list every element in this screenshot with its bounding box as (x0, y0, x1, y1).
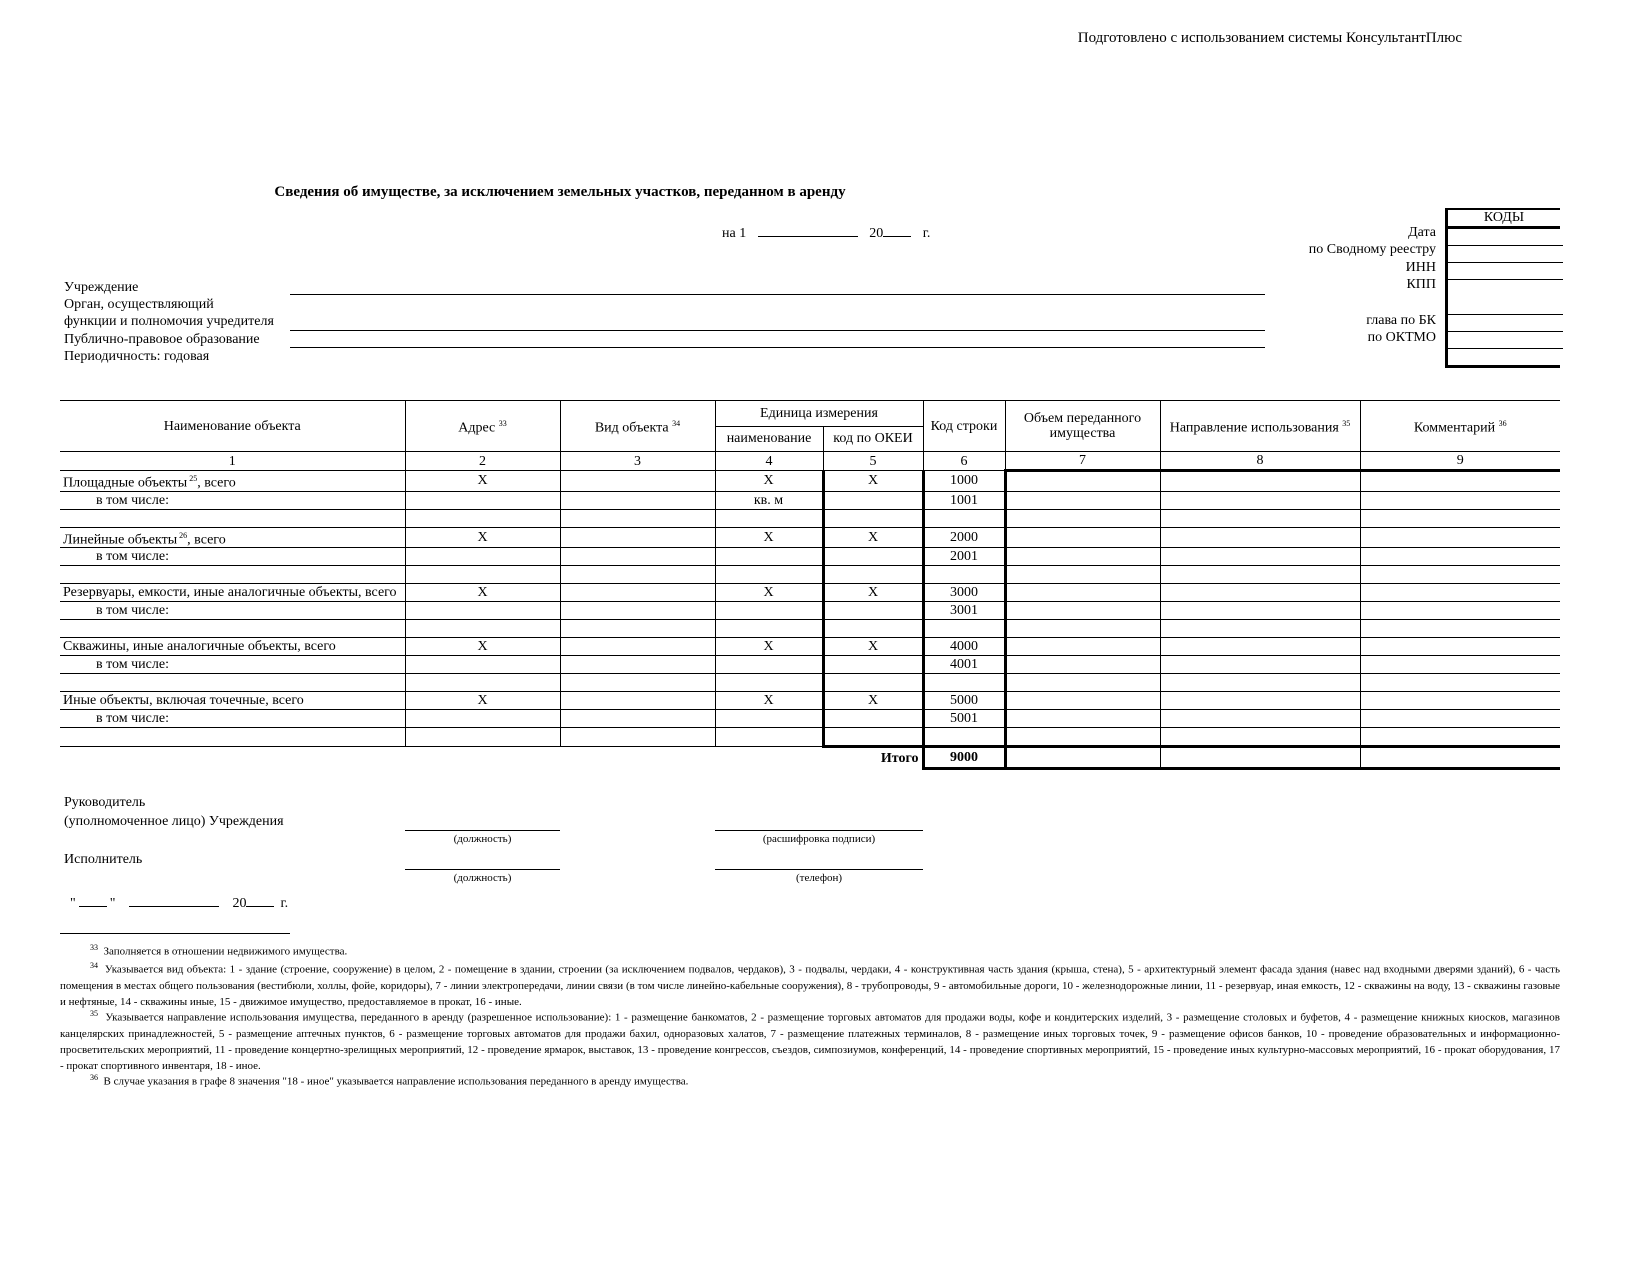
table-row (60, 620, 1560, 638)
kind-cell[interactable] (560, 491, 715, 509)
direction-cell[interactable] (1160, 584, 1360, 602)
header-kind: Вид объекта $^{34}$ (560, 401, 715, 452)
header-unit-name: наименование (715, 426, 823, 452)
periodicity-label: Периодичность: годовая (64, 349, 210, 364)
footnote-34: $^{34}$ Указывается вид объекта: 1 - здание (строение, сооружение) в целом, 2 - помещение в здании, строении (за исключением подвалов, чердаков), 3 - подвалы, чердаки, 4 - конструктивная часть здания (крыша, стена), 5 - архитектурный элемент фасада здания (навес над входными дверями зданий), 6 - часть помещения в местах общего пользования (вестибюли, холлы, фойе, коридоры), 7 - линии электропередачи, линии связи (в том числе линейно-кабельные сооружения), 8 - трубопроводы, 9 - автомобильные дороги, 10 - железнодорожные линии, 11 - резервуар, иная емкость, 12 - скважины на воду, 13 - скважины газовые и нефтяные, 14 - скважины иные, 15 - движимое имущество, предоставляемое в прокат, 16 - иные. (60, 961, 1560, 1008)
col-number: 5 (823, 452, 923, 471)
sign-year-suffix: г. (280, 896, 289, 911)
unit-name-cell[interactable] (715, 656, 823, 674)
address-cell: X (405, 471, 560, 492)
direction-cell[interactable] (1160, 656, 1360, 674)
oktmo-cell[interactable] (1448, 332, 1563, 349)
volume-cell[interactable] (1005, 638, 1160, 656)
address-cell: X (405, 584, 560, 602)
unit-name-cell[interactable] (715, 710, 823, 728)
row-code-cell: 1001 (923, 491, 1005, 509)
comment-cell[interactable] (1360, 656, 1560, 674)
unit-name-cell[interactable] (715, 602, 823, 620)
col-number: 8 (1160, 452, 1360, 471)
object-name: Линейные объекты $^{26}$, всего (60, 527, 405, 548)
direction-cell[interactable] (1160, 491, 1360, 509)
inn-cell[interactable] (1448, 263, 1563, 280)
institution-label: Учреждение (64, 280, 139, 295)
address-cell: X (405, 638, 560, 656)
total-volume[interactable] (1005, 747, 1160, 769)
sign-month-field[interactable] (129, 892, 219, 907)
executor-phone-field[interactable] (715, 869, 923, 870)
column-numbers-row (60, 452, 1560, 471)
public-entity-field[interactable] (290, 347, 1265, 348)
comment-cell[interactable] (1360, 491, 1560, 509)
kind-cell[interactable] (560, 602, 715, 620)
direction-cell[interactable] (1160, 471, 1360, 492)
row-code-cell: 1000 (923, 471, 1005, 492)
direction-cell[interactable] (1160, 548, 1360, 566)
unit-name-cell[interactable] (715, 509, 823, 527)
registry-code-cell[interactable] (1448, 246, 1563, 263)
unit-okei-cell[interactable] (823, 674, 923, 692)
table-row (60, 471, 1560, 492)
table-row (60, 638, 1560, 656)
object-name: Площадные объекты $^{25}$, всего (60, 471, 405, 492)
unit-okei-cell: X (823, 692, 923, 710)
comment-cell[interactable] (1360, 548, 1560, 566)
executor-phone-caption: (телефон) (795, 872, 843, 884)
sign-date-line (70, 892, 288, 912)
institution-field[interactable] (290, 294, 1265, 295)
volume-cell[interactable] (1005, 656, 1160, 674)
address-cell[interactable] (405, 548, 560, 566)
bk-label: глава по БК (1366, 313, 1436, 328)
registry-code-label: по Сводному реестру (1308, 242, 1436, 257)
volume-cell[interactable] (1005, 491, 1160, 509)
oktmo-label: по ОКТМО (1367, 330, 1436, 345)
unit-okei-cell[interactable] (823, 566, 923, 584)
report-date-line (722, 222, 930, 242)
unit-okei-cell: X (823, 471, 923, 492)
header-unit: Единица измерения (715, 401, 923, 427)
header-comment: Комментарий $^{36}$ (1360, 401, 1560, 452)
sign-day-field[interactable] (79, 892, 107, 907)
comment-cell[interactable] (1360, 728, 1560, 747)
kind-cell[interactable] (560, 620, 715, 638)
kpp-label: КПП (1406, 277, 1436, 292)
unit-okei-cell[interactable] (823, 602, 923, 620)
unit-name-cell: X (715, 692, 823, 710)
public-entity-label: Публично-правовое образование (64, 332, 260, 347)
volume-cell[interactable] (1005, 620, 1160, 638)
row-code-cell: 3000 (923, 584, 1005, 602)
row-code-cell[interactable] (923, 728, 1005, 747)
total-label: Итого (880, 750, 919, 766)
unit-okei-cell[interactable] (823, 710, 923, 728)
quote-close: " (109, 896, 116, 911)
kind-cell[interactable] (560, 509, 715, 527)
kind-cell[interactable] (560, 638, 715, 656)
unit-okei-cell: X (823, 527, 923, 548)
volume-cell[interactable] (1005, 566, 1160, 584)
address-cell: X (405, 527, 560, 548)
unit-okei-cell[interactable] (823, 656, 923, 674)
address-cell[interactable] (405, 602, 560, 620)
head-label-2: (уполномоченное лицо) Учреждения (64, 814, 284, 829)
direction-cell[interactable] (1160, 527, 1360, 548)
address-cell: X (405, 692, 560, 710)
row-code-cell: 5000 (923, 692, 1005, 710)
row-code-cell: 4001 (923, 656, 1005, 674)
row-code-cell[interactable] (923, 674, 1005, 692)
head-signature-field[interactable] (715, 830, 923, 831)
kind-cell[interactable] (560, 527, 715, 548)
inn-label: ИНН (1405, 260, 1436, 275)
address-cell[interactable] (405, 728, 560, 747)
unit-name-cell: X (715, 471, 823, 492)
unit-name-cell[interactable] (715, 548, 823, 566)
header-direction: Направление использования $^{35}$ (1160, 401, 1360, 452)
direction-cell[interactable] (1160, 674, 1360, 692)
footnote-separator (60, 933, 290, 934)
codes-box (1445, 208, 1560, 368)
table-row (60, 656, 1560, 674)
row-code-cell: 2001 (923, 548, 1005, 566)
unit-name-cell[interactable] (715, 674, 823, 692)
table-row (60, 692, 1560, 710)
comment-cell[interactable] (1360, 692, 1560, 710)
comment-cell[interactable] (1360, 602, 1560, 620)
table-row (60, 527, 1560, 548)
table-body (60, 471, 1560, 769)
table-row (60, 491, 1560, 509)
volume-cell[interactable] (1005, 584, 1160, 602)
header-name: Наименование объекта (60, 401, 405, 452)
header-address: Адрес $^{33}$ (405, 401, 560, 452)
total-row (60, 747, 1560, 769)
unit-name-cell[interactable] (715, 566, 823, 584)
unit-name-cell: X (715, 638, 823, 656)
unit-name-cell: кв. м (715, 491, 823, 509)
kind-cell[interactable] (560, 674, 715, 692)
organ-field[interactable] (290, 330, 1265, 331)
direction-cell[interactable] (1160, 509, 1360, 527)
kind-cell[interactable] (560, 584, 715, 602)
kind-cell[interactable] (560, 710, 715, 728)
property-table (60, 400, 1560, 770)
direction-cell[interactable] (1160, 602, 1360, 620)
executor-label: Исполнитель (64, 852, 143, 867)
row-code-cell[interactable] (923, 620, 1005, 638)
date-code-cell[interactable] (1448, 229, 1563, 246)
head-label-1: Руководитель (64, 795, 146, 810)
table-row (60, 674, 1560, 692)
address-cell[interactable] (405, 674, 560, 692)
total-code: 9000 (923, 747, 1005, 769)
including-label: в том числе: (60, 548, 405, 566)
comment-cell[interactable] (1360, 710, 1560, 728)
col-number: 1 (60, 452, 405, 471)
col-number: 3 (560, 452, 715, 471)
executor-position-field[interactable] (405, 869, 560, 870)
header-unit-okei: код по ОКЕИ (823, 426, 923, 452)
direction-cell[interactable] (1160, 620, 1360, 638)
head-position-field[interactable] (405, 830, 560, 831)
direction-cell[interactable] (1160, 692, 1360, 710)
table-row (60, 509, 1560, 527)
unit-okei-cell[interactable] (823, 491, 923, 509)
row-code-cell[interactable] (923, 509, 1005, 527)
object-name: Резервуары, емкости, иные аналогичные объекты, всего (60, 584, 405, 602)
header-volume: Объем переданного имущества (1005, 401, 1160, 452)
sign-year-field[interactable] (246, 892, 274, 907)
quote-open: " (70, 896, 76, 911)
row-code-cell: 2000 (923, 527, 1005, 548)
bk-cell[interactable] (1448, 315, 1563, 332)
unit-name-cell: X (715, 527, 823, 548)
table-row (60, 548, 1560, 566)
kind-cell[interactable] (560, 692, 715, 710)
head-position-caption: (должность) (453, 833, 512, 845)
head-signature-caption: (расшифровка подписи) (762, 833, 876, 845)
year-field[interactable] (883, 222, 911, 237)
including-label: в том числе: (60, 491, 405, 509)
col-number: 2 (405, 452, 560, 471)
address-cell[interactable] (405, 566, 560, 584)
address-cell[interactable] (405, 656, 560, 674)
object-name[interactable] (60, 620, 405, 638)
object-name[interactable] (60, 509, 405, 527)
col-number: 4 (715, 452, 823, 471)
volume-cell[interactable] (1005, 509, 1160, 527)
table-row (60, 728, 1560, 747)
row-code-cell[interactable] (923, 566, 1005, 584)
comment-cell[interactable] (1360, 471, 1560, 492)
header-row-code: Код строки (923, 401, 1005, 452)
prepared-note: Подготовлено с использованием системы КонсультантПлюс (1077, 30, 1462, 46)
table-row (60, 710, 1560, 728)
volume-cell[interactable] (1005, 710, 1160, 728)
kind-cell[interactable] (560, 471, 715, 492)
comment-cell[interactable] (1360, 527, 1560, 548)
including-label: в том числе: (60, 710, 405, 728)
total-direction[interactable] (1160, 747, 1360, 769)
kind-cell[interactable] (560, 728, 715, 747)
unit-name-cell[interactable] (715, 728, 823, 747)
year-suffix: г. (922, 226, 931, 241)
unit-okei-cell[interactable] (823, 728, 923, 747)
unit-okei-cell[interactable] (823, 509, 923, 527)
direction-cell[interactable] (1160, 638, 1360, 656)
direction-cell[interactable] (1160, 728, 1360, 747)
col-number: 9 (1360, 452, 1560, 471)
organ-label-2: функции и полномочия учредителя (64, 314, 274, 329)
comment-cell[interactable] (1360, 509, 1560, 527)
comment-cell[interactable] (1360, 638, 1560, 656)
col-number: 6 (923, 452, 1005, 471)
volume-cell[interactable] (1005, 471, 1160, 492)
footnote-35: $^{35}$ Указывается направление использования имущества, переданного в аренду (разрешенное использование): 1 - размещение банкоматов, 2 - размещение торговых автоматов для продажи воды, кофе и кондитерских изделий, 3 - размещение столовых и буфетов, 4 - размещение книжных киосков, магазинов канцелярских принадлежностей, 5 - размещение аптечных пунктов, 6 - размещение торговых автоматов для продажи бахил, одноразовых халатов, 7 - размещение платежных терминалов, 8 - размещение иных торговых точек, 9 - размещение офисов банков, 10 - проведение образовательных и информационно-просветительских мероприятий, 11 - проведение концертно-зрелищных мероприятий, 12 - проведение ярмарок, выставок, 13 - проведение конгрессов, съездов, симпозиумов, конференций, 14 - проведение спортивных мероприятий, 15 - проведение иных культурно-массовых мероприятий, 16 - прокат оборудования, 17 - прокат спортивного инвентаря, 18 - иное. (60, 1009, 1560, 1072)
direction-cell[interactable] (1160, 710, 1360, 728)
volume-cell[interactable] (1005, 602, 1160, 620)
total-comment[interactable] (1360, 747, 1560, 769)
object-name[interactable] (60, 566, 405, 584)
address-cell[interactable] (405, 491, 560, 509)
footnote-33: $^{33}$ Заполняется в отношении недвижимого имущества. (90, 943, 348, 958)
volume-cell[interactable] (1005, 674, 1160, 692)
volume-cell[interactable] (1005, 548, 1160, 566)
footnote-36: $^{36}$ В случае указания в графе 8 значения "18 - иное" указывается направление использования переданного в аренду имущества. (90, 1073, 689, 1088)
document-title: Сведения об имуществе, за исключением земельных участков, переданном в аренду (274, 184, 846, 200)
row-code-cell: 5001 (923, 710, 1005, 728)
kind-cell[interactable] (560, 656, 715, 674)
codes-header: КОДЫ (1445, 208, 1560, 229)
unit-name-cell: X (715, 584, 823, 602)
sign-year-prefix: 20 (232, 896, 247, 911)
comment-cell[interactable] (1360, 674, 1560, 692)
address-cell[interactable] (405, 509, 560, 527)
comment-cell[interactable] (1360, 620, 1560, 638)
date-field[interactable] (758, 222, 858, 237)
organ-label-1: Орган, осуществляющий (64, 297, 214, 312)
row-code-cell: 4000 (923, 638, 1005, 656)
object-name: Скважины, иные аналогичные объекты, всего (60, 638, 405, 656)
table-row (60, 602, 1560, 620)
date-code-label: Дата (1408, 225, 1436, 240)
including-label: в том числе: (60, 602, 405, 620)
table-row (60, 566, 1560, 584)
object-name[interactable] (60, 674, 405, 692)
extra-code-cell[interactable] (1448, 349, 1563, 366)
including-label: в том числе: (60, 656, 405, 674)
unit-okei-cell: X (823, 638, 923, 656)
volume-cell[interactable] (1005, 728, 1160, 747)
object-name[interactable] (60, 728, 405, 747)
volume-cell[interactable] (1005, 527, 1160, 548)
row-code-cell: 3001 (923, 602, 1005, 620)
comment-cell[interactable] (1360, 566, 1560, 584)
unit-okei-cell: X (823, 584, 923, 602)
direction-cell[interactable] (1160, 566, 1360, 584)
address-cell[interactable] (405, 710, 560, 728)
object-name: Иные объекты, включая точечные, всего (60, 692, 405, 710)
address-cell[interactable] (405, 620, 560, 638)
comment-cell[interactable] (1360, 584, 1560, 602)
unit-name-cell[interactable] (715, 620, 823, 638)
year-prefix: 20 (869, 226, 884, 241)
unit-okei-cell[interactable] (823, 548, 923, 566)
kpp-cell[interactable] (1448, 280, 1563, 315)
table-row (60, 584, 1560, 602)
date-prefix: на 1 (722, 226, 747, 241)
col-number: 7 (1005, 452, 1160, 471)
kind-cell[interactable] (560, 548, 715, 566)
unit-okei-cell[interactable] (823, 620, 923, 638)
executor-position-caption: (должность) (453, 872, 512, 884)
volume-cell[interactable] (1005, 692, 1160, 710)
kind-cell[interactable] (560, 566, 715, 584)
